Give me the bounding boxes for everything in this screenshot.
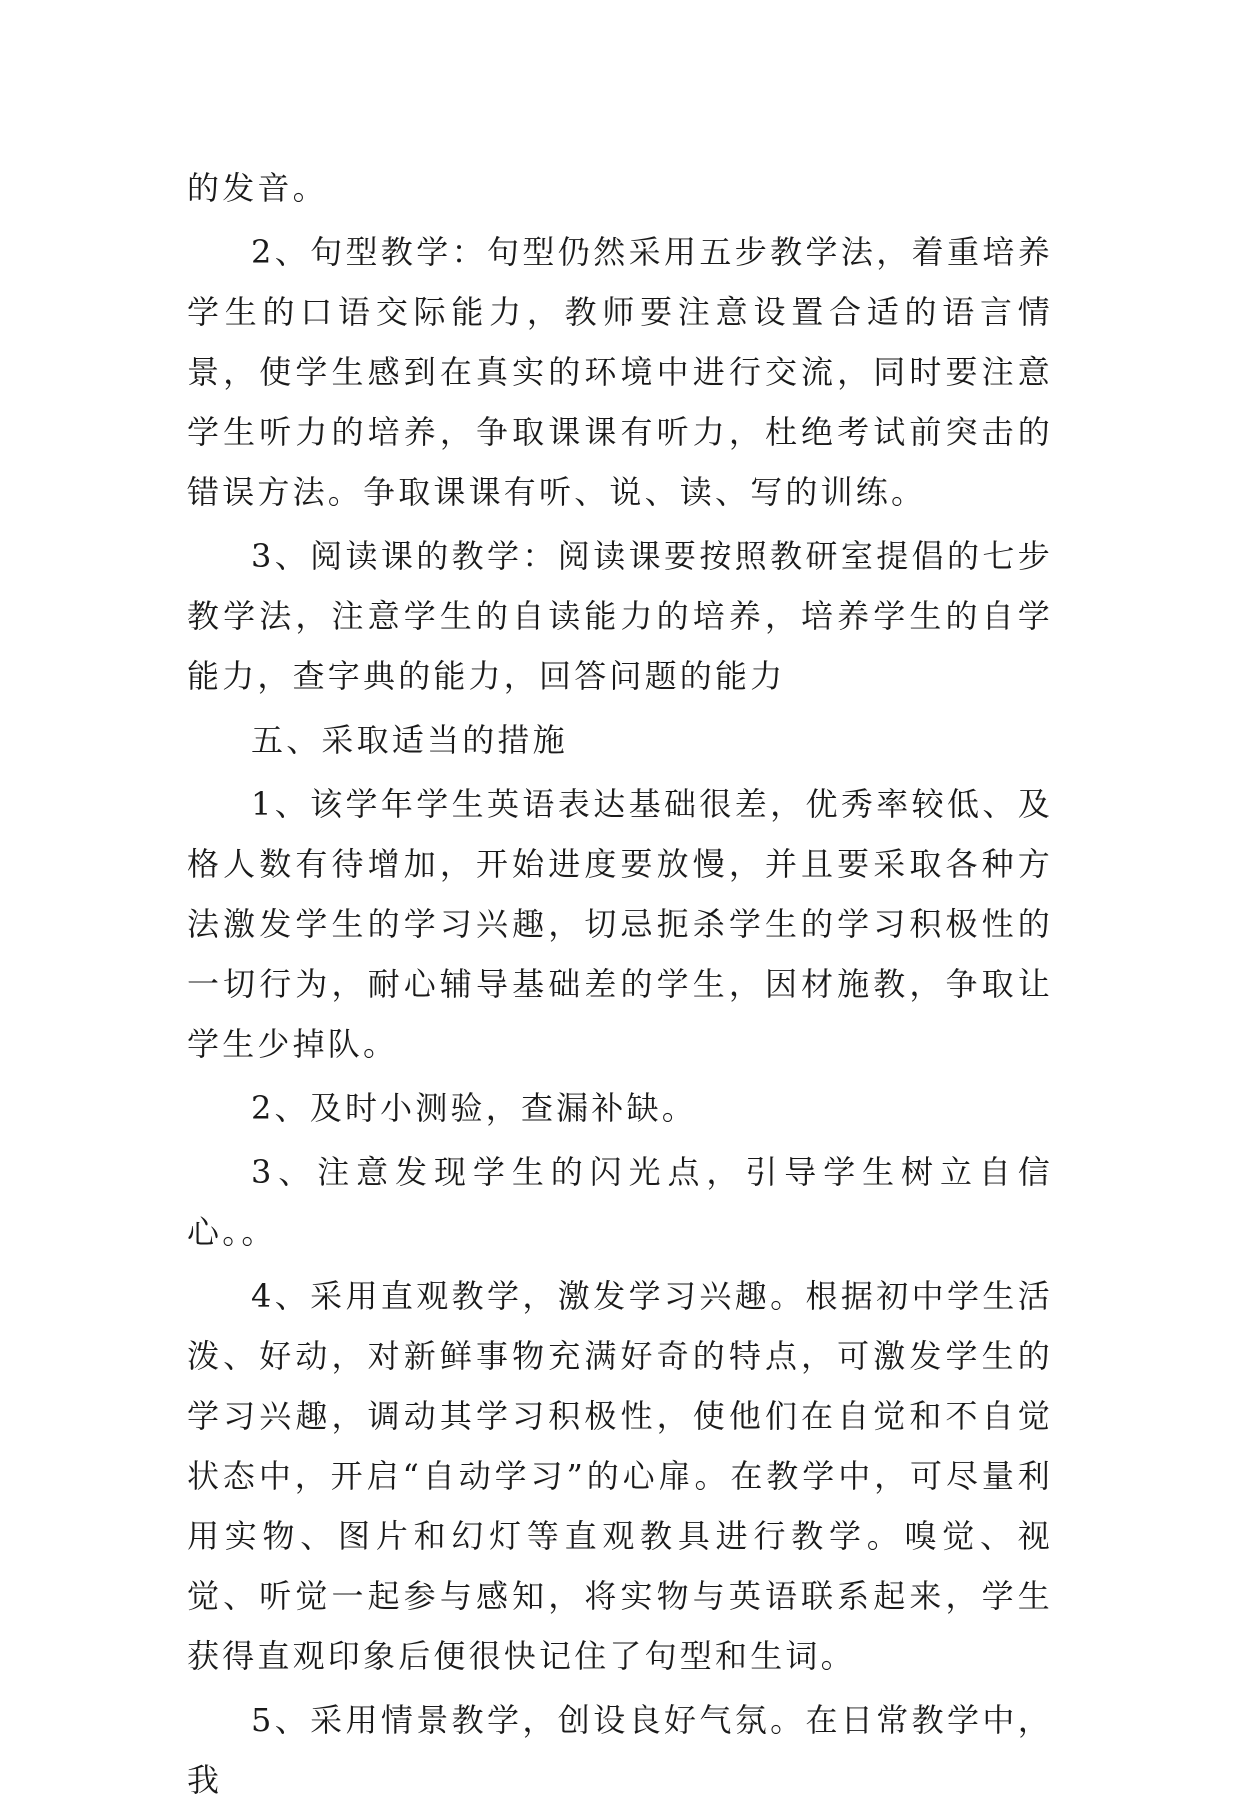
paragraph-reading-teaching: 3、阅读课的教学：阅读课要按照教研室提倡的七步教学法，注意学生的自读能力的培养，培养学生的自学能力，查字典的能力，回答问题的能力: [187, 537, 1053, 695]
section-heading-measures: 五、采取适当的措施: [251, 721, 568, 759]
paragraph-measure-1: 1、该学年学生英语表达基础很差，优秀率较低、及格人数有待增加，开始进度要放慢，并且要采取各种方法激发学生的学习兴趣，切忌扼杀学生的学习积极性的一切行为，耐心辅导基础差的学生，因材施教，争取让学生少掉队。: [187, 785, 1053, 1063]
document-body: [187, 158, 1053, 1810]
paragraph-pronunciation-end: 的发音。: [187, 169, 328, 207]
paragraph-measure-4: 4、采用直观教学，激发学习兴趣。根据初中学生活泼、好动，对新鲜事物充满好奇的特点，可激发学生的学习兴趣，调动其学习积极性，使他们在自觉和不自觉状态中，开启“自动学习”的心扉。在教学中，可尽量利用实物、图片和幻灯等直观教具进行教学。嗅觉、视觉、听觉一起参与感知，将实物与英语联系起来，学生获得直观印象后便很快记住了句型和生词。: [187, 1277, 1053, 1675]
paragraph-sentence-teaching: 2、句型教学：句型仍然采用五步教学法，着重培养学生的口语交际能力，教师要注意设置合适的语言情景，使学生感到在真实的环境中进行交流，同时要注意学生听力的培养，争取课课有听力，杜绝考试前突击的错误方法。争取课课有听、说、读、写的训练。: [187, 233, 1053, 511]
paragraph-measure-3: 3、注意发现学生的闪光点，引导学生树立自信心。。: [187, 1153, 1053, 1251]
paragraph-measure-5: 5、采用情景教学，创设良好气氛。在日常教学中，我: [187, 1701, 1053, 1799]
paragraph-measure-2: 2、及时小测验，查漏补缺。: [251, 1089, 697, 1127]
